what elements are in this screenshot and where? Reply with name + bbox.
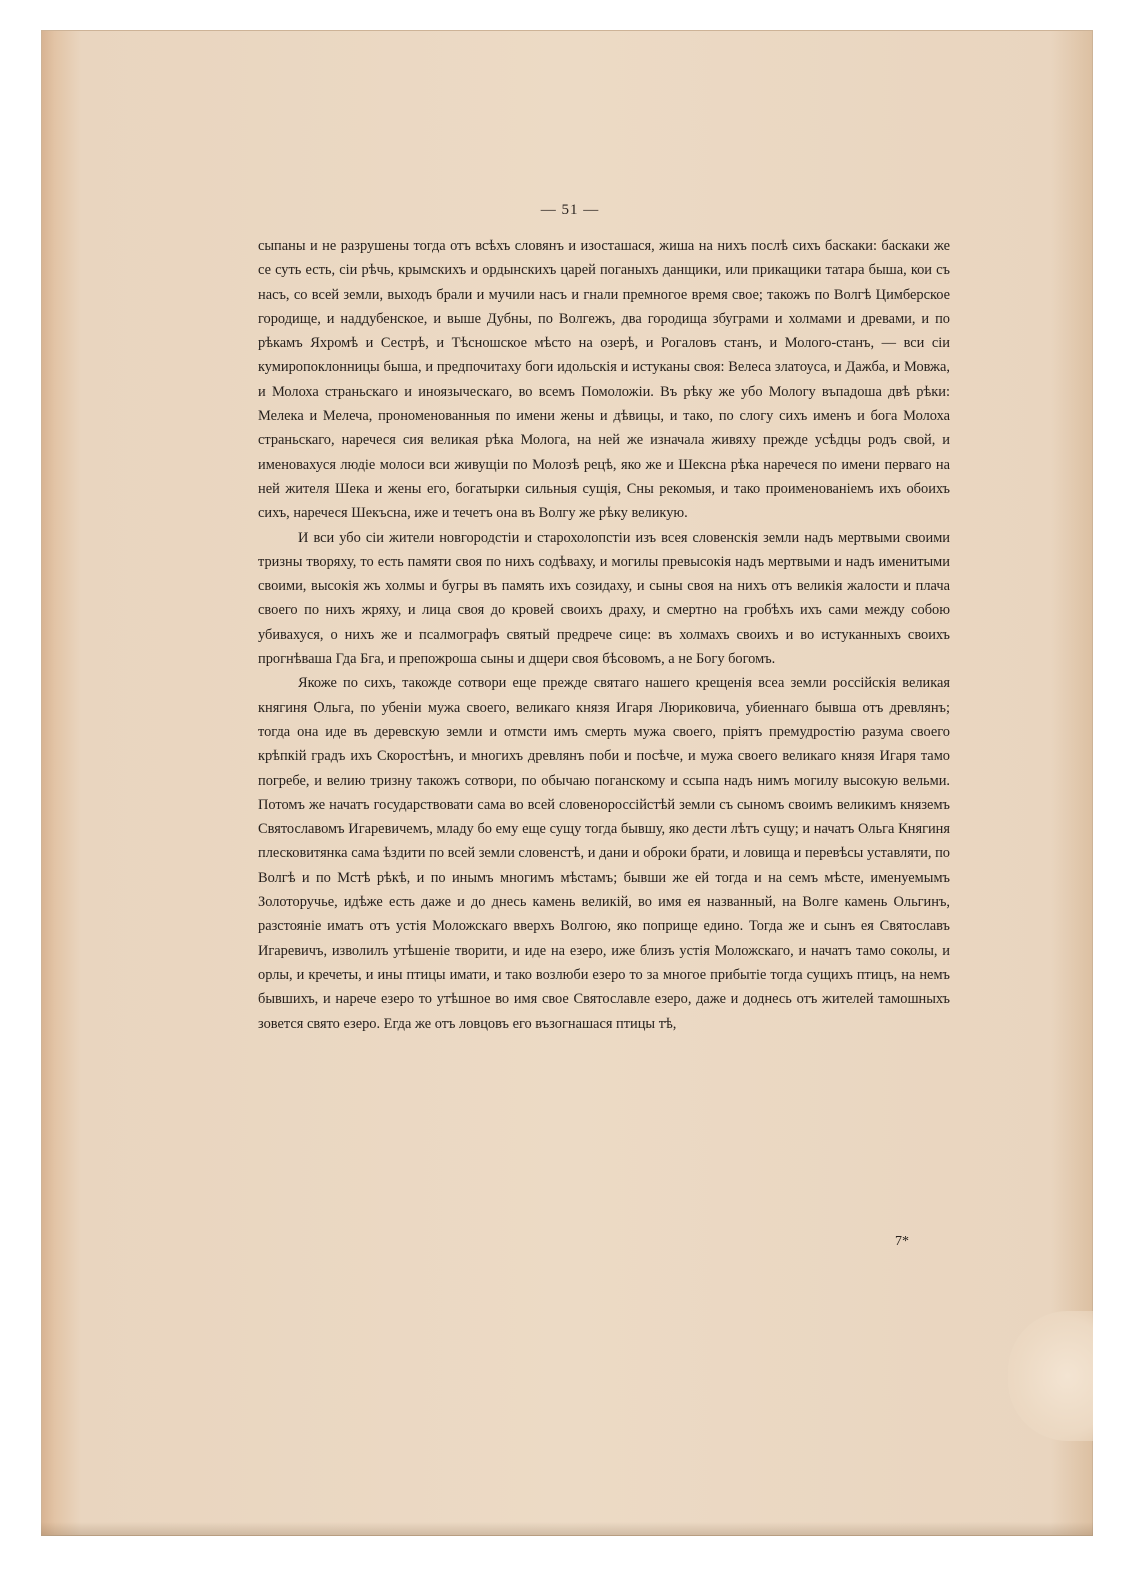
page-bottom-shade — [41, 1522, 1093, 1536]
paragraph: Якоже по сихъ, такожде сотвори еще прежде святаго нашего крещенія всеа земли россійскія великая княгиня Ѻльга, по убеніи мужа своего, великаго князя Игаря Люриковича, убиеннаго бывша отъ древлянъ; тогда она иде въ деревскую земли и отмсти имъ смерть мужа своего, пріятъ премудростію разума своего крѣпкій градъ ихъ Скоростѣнъ, и многихъ древлянъ поби и посѣче, и мужа своего великаго князя Игаря тамо погребе, и велию тризну такожъ сотвори, по обычаю поганскому и ссыпа надъ нимъ могилу высокую вельми. Потомъ же начатъ государствовати сама во всей словеноросcійстѣй земли съ сыномъ своимъ великимъ княземъ Святославомъ Игаревичемъ, младу бо ему еще сущу тогда бывшу, яко дести лѣтъ сущу; и начатъ Ольга Княгиня плесковитянка сама ѣздити по всей земли словенстѣ, и дани и оброки брати, и ловища и перевѣсы уставляти, по Волгѣ и по Мстѣ рѣкѣ, и по инымъ многимъ мѣстамъ; бывши же ей тогда и на семъ мѣсте, именуемымъ Золоторучье, идѣже есть даже и до днесь камень великій, во имя ея названный, на Волге камень Ольгинъ, разстояніе иматъ отъ устія Моложскаго вверхъ Волгою, яко поприще едино. Тогда же и сынъ ея Святославъ Игаревичъ, изволилъ утѣшеніе творити, и иде на езеро, иже близъ устія Моложскаго, и начатъ тамо соколы, и орлы, и кречеты, и ины птицы имати, и тако возлюби езеро то за многое прибытіе тогда сущихъ птицъ, на немъ бывшихъ, и нарече езеро то утѣшное во имя свое Святославле езеро, даже и доднесь отъ жителей тамошныхъ зовется свято езеро. Егда же отъ ловцовъ его възогнашася птицы тѣ, — [258, 675, 950, 1032]
page-number: — 51 — — [540, 202, 600, 218]
signature-mark: 7* — [895, 1234, 909, 1249]
page-corner-wear — [1008, 1311, 1093, 1441]
paragraph: сыпаны и не разрушены тогда отъ всѣхъ словянъ и изосташася, жиша на нихъ послѣ сихъ баскаки: баскаки же се суть есть, сіи рѣчь, крымскихъ и ордынскихъ царей поганыхъ данщики, или прикащики татара быша, кои съ насъ, со всей земли, выходъ брали и мучили насъ и гнали премногое время свое; такожъ по Волгѣ Цимберское городище, и наддубенское, и выше Дубны, по Волгежъ, два городища збуграми и холмами и древами, и по рѣкамъ Яхромѣ и Сестрѣ, и Тѣсношское мѣсто на озерѣ, и Рогаловъ станъ, и Молого-станъ, — вси сіи кумиропоклонницы быша, и предпочитаху боги идольскія и истуканы своя: Велеса златоуса, и Дажба, и Мовжа, и Молоха страньскаго и иноязыческаго, во всемъ Помоложіи. Въ рѣку же убо Мологу въпадоша двѣ рѣки: Мелека и Мелеча, прономенованныя по имени жены и дѣвицы, и тако, по слогу сихъ именъ и бога Молоха страньскаго, наречеся сия великая рѣка Молога, на ней же изначала живяху прежде усѣдцы родъ свой, и именовахуся людіе молоси вси живущіи по Молозѣ рецѣ, яко же и Шексна рѣка наречеся по имени перваго на ней жителя Шека и жены его, богатырки сильныя сущія, Сны рекомыя, и тако проименованіемъ ихъ обоихъ сихъ, наречеся Шекъсна, иже и течетъ она въ Волгу же рѣку великую. — [258, 238, 950, 522]
paragraph: И вси убо сіи жители новгородстіи и старохолопстіи изъ всея словенскія земли надъ мертвыми своими тризны творяху, то есть памяти своя по нихъ содѣваху, и могилы превысокія надъ мертвыми и надъ именитыми своими, высокія жъ холмы и бугры въ память ихъ созидаху, и сыны своя на нихъ отъ великія жалости и плача своего по нихъ жряху, и лица своя до кровей своихъ драху, и смертно на гробѣхъ ихъ сами между собою убивахуся, о нихъ же и псалмографъ святый предрече сице: въ холмахъ своихъ и во истуканныхъ своихъ прогнѣваша Гда Бга, и препожроша сыны и дщери своя бѣсовомъ, а не Богу богомъ. — [258, 529, 950, 668]
body-text — [258, 234, 950, 1036]
